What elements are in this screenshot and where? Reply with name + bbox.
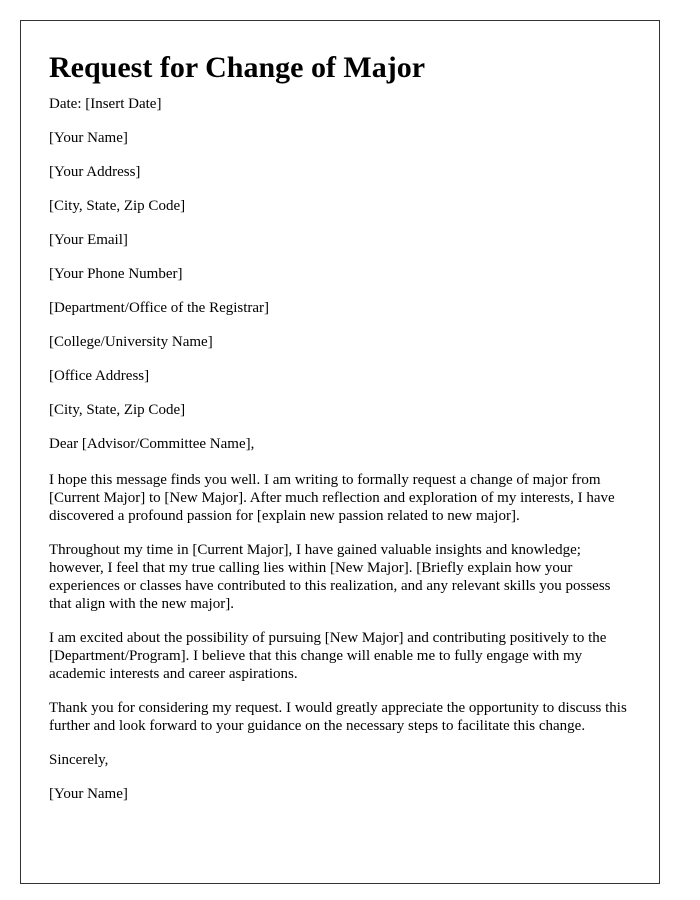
salutation: Dear [Advisor/Committee Name], [49, 436, 255, 452]
letter-date: Date: [Insert Date] [49, 96, 162, 112]
recipient-address: [Office Address] [49, 368, 150, 384]
signature: [Your Name] [49, 786, 128, 802]
body-paragraph-4: Thank you for considering my request. I would greatly appreciate the opportunity to discuss this further and look forward to your guidance on the necessary steps to facilitate this change. [49, 700, 627, 734]
sender-address: [Your Address] [49, 164, 141, 180]
sender-city-state-zip: [City, State, Zip Code] [49, 198, 186, 214]
body-paragraph-2: Throughout my time in [Current Major], I have gained valuable insights and knowledge; however, I feel that my true calling lies within [New Major]. [Briefly explain how your experiences or classes have contributed to this realization, and any relevant skills you possess that align with the new major]. [49, 542, 611, 612]
recipient-department: [Department/Office of the Registrar] [49, 300, 270, 316]
body-paragraph-3: I am excited about the possibility of pursuing [New Major] and contributing positively to the [Department/Program]. I believe that this change will enable me to fully engage with my academic interests and career aspirations. [49, 630, 607, 682]
closing: Sincerely, [49, 752, 109, 768]
sender-email: [Your Email] [49, 232, 128, 248]
letter-title: Request for Change of Major [49, 51, 426, 84]
sender-name: [Your Name] [49, 130, 128, 146]
body-paragraph-1: I hope this message finds you well. I am writing to formally request a change of major from [Current Major] to [New Major]. After much reflection and exploration of my interests, I have discovered a profound passion for [explain new passion related to new major]. [49, 472, 615, 524]
recipient-city-state-zip: [City, State, Zip Code] [49, 402, 186, 418]
sender-phone: [Your Phone Number] [49, 266, 183, 282]
letter-page [20, 20, 660, 884]
recipient-institution: [College/University Name] [49, 334, 213, 350]
